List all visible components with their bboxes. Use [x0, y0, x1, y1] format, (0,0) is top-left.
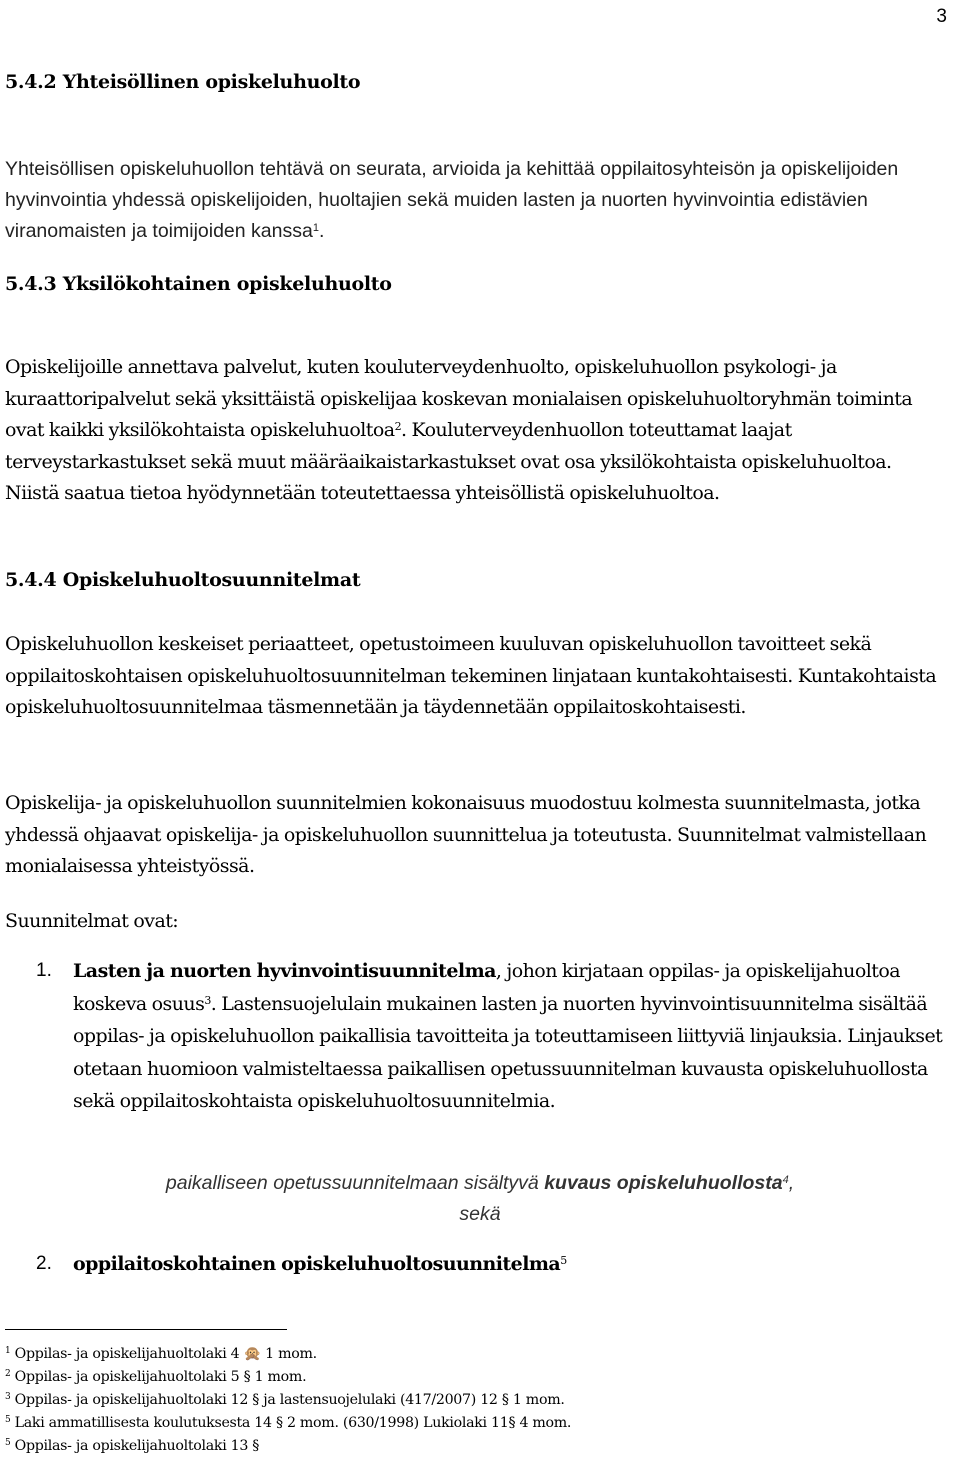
list-item-body: , johon kirjataan oppilas- ja opiskelijahuoltoa koskeva osuus [73, 960, 901, 1015]
paragraph-text: Yhteisöllisen opiskeluhuollon tehtävä on seurata, arvioida ja kehittää oppilaitosyhteisön ja opiskelijoiden hyvinvointia yhdessä opiskelijoiden, huoltajien sekä muiden lasten ja nuorten hyvinvointia edistävien viranomaisten ja toimijoiden kanssa [5, 158, 899, 242]
section-heading: 5.4.4 Opiskeluhuoltosuunnitelmat [5, 569, 361, 591]
list-number: 1. [36, 960, 52, 981]
footnote-mark: 1 [5, 1346, 11, 1356]
footnote [5, 1343, 948, 1366]
paragraph: Opiskelija- ja opiskeluhuollon suunnitelmien kokonaisuus muodostuu kolmesta suunnitelmasta, jotka yhdessä ohjaavat opiskelija- ja opiskeluhuollon suunnittelua ja toteutusta. Suunnitelmat valmistellaan monialaisessa yhteistyössä. [5, 792, 927, 877]
paragraph-text: Opiskelijoille annettava palvelut, kuten kouluterveydenhuolto, opiskeluhuollon psykologi- ja kuraattoripalvelut sekä yksittäistä opiskelijaa koskevan monialaisen opiskeluhuoltoryhmän toiminta ovat kaikki yksilökohtaista opiskeluhuoltoa [5, 356, 913, 441]
footnote [5, 1412, 948, 1435]
section-5-4-2-body [5, 154, 948, 247]
section-5-4-4-para-1 [5, 629, 948, 724]
section-heading: 5.4.3 Yksilökohtainen opiskeluhuolto [5, 273, 392, 295]
page-number: 3 [936, 6, 947, 27]
paragraph: Suunnitelmat ovat: [5, 910, 179, 932]
plan-note-text: , [788, 1172, 795, 1194]
paragraph: Opiskeluhuollon keskeiset periaatteet, opetustoimeen kuuluvan opiskeluhuollon tavoitteet sekä oppilaitoskohtaisen opiskeluhuoltosuunnitelman tekeminen linjataan kuntakohtaisesti. Kuntakohtaista opiskeluhuoltosuunnitelmaa täsmennetään ja täydennetään oppilaitoskohtaisesti. [5, 633, 937, 718]
plan-note-line: sekä [459, 1203, 501, 1225]
footnote-text: Oppilas- ja opiskelijahuoltolaki 4 🙊 1 mom. [14, 1346, 317, 1362]
paragraph-text: . [318, 220, 325, 242]
section-heading: 5.4.2 Yhteisöllinen opiskeluhuolto [5, 71, 361, 93]
list-item [36, 1248, 946, 1281]
footnote-text: Oppilas- ja opiskelijahuoltolaki 5 § 1 mom. [14, 1369, 307, 1385]
plan-note-line [0, 1168, 960, 1199]
footnote-ref[interactable]: 2 [394, 420, 402, 433]
section-5-4-4 [5, 568, 948, 592]
list-item-title: oppilaitoskohtainen opiskeluhuoltosuunnitelma [73, 1253, 561, 1275]
footnote-mark: 2 [5, 1369, 11, 1379]
footnote-divider [5, 1329, 287, 1330]
section-5-4-3 [5, 272, 948, 296]
footnote [5, 1389, 948, 1412]
footnote-ref[interactable]: 5 [560, 1254, 567, 1267]
footnote-text: Oppilas- ja opiskelijahuoltolaki 12 § ja lastensuojelulaki (417/2007) 12 § 1 mom. [14, 1392, 565, 1408]
list-item-text [73, 1248, 946, 1281]
footnote-mark: 5 [5, 1438, 11, 1448]
list-item [36, 955, 946, 1118]
paragraph-text: . Kouluterveydenhuollon toteuttamat laajat terveystarkastukset sekä muut määräaikaistarkastukset ovat osa yksilökohtaista opiskeluhuoltoa. Niistä saatua tietoa hyödynnetään toteutettaessa yhteisöllistä opiskeluhuoltoa. [5, 419, 892, 504]
list-item-text [73, 955, 946, 1118]
footnote-text: Laki ammatillisesta koulutuksesta 14 § 2 mom. (630/1998) Lukiolaki 11§ 4 mom. [14, 1415, 572, 1431]
section-5-4-4-para-2 [5, 788, 948, 883]
footnote [5, 1435, 948, 1458]
footnote-mark: 3 [5, 1392, 11, 1402]
footnote-ref[interactable]: 1 [312, 222, 319, 234]
plan-note [0, 1168, 960, 1230]
footnote [5, 1366, 948, 1389]
paragraph [5, 154, 948, 247]
paragraph [5, 352, 948, 510]
list-item-title: Lasten ja nuorten hyvinvointisuunnitelma [73, 960, 496, 982]
footnotes [5, 1343, 948, 1458]
section-5-4-2 [5, 70, 948, 94]
list-number: 2. [36, 1253, 52, 1274]
footnote-text: Oppilas- ja opiskelijahuoltolaki 13 § [14, 1438, 260, 1454]
list-item-body: . Lastensuojelulain mukainen lasten ja nuorten hyvinvointisuunnitelma sisältää oppilas- ja opiskeluhuollon paikallisia tavoitteita ja toteuttamiseen liittyviä linjauksia. Linjaukset otetaan huomioon valmisteltaessa paikallisen opetussuunnitelman kuvausta opiskeluhuollosta sekä oppilaitoskohtaista opiskeluhuoltosuunnitelmia. [73, 992, 943, 1112]
footnote-mark: 5 [5, 1415, 11, 1425]
section-5-4-3-body [5, 352, 948, 510]
plan-note-text: paikalliseen opetussuunnitelmaan sisältyvä [165, 1172, 545, 1194]
footnote-ref[interactable]: 3 [204, 993, 211, 1007]
footnote-ref[interactable]: 4 [782, 1174, 789, 1186]
section-5-4-4-para-3 [5, 906, 948, 938]
plan-note-bold: kuvaus opiskeluhuollosta [544, 1172, 783, 1194]
